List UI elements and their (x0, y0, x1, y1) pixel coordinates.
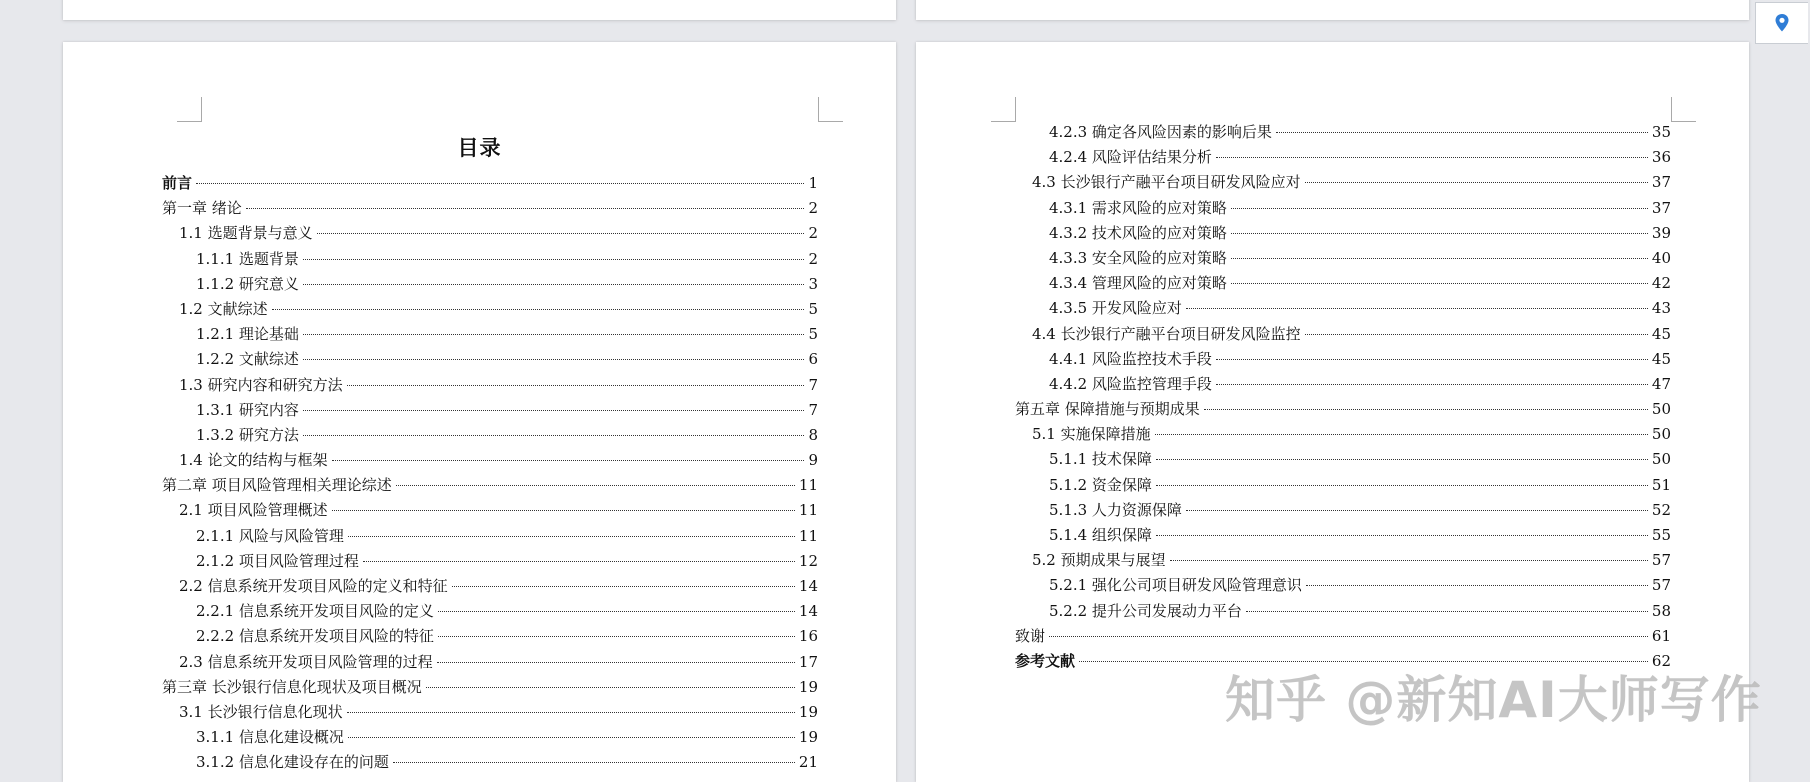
watermark: 知乎 @新知AI大师写作 (1225, 671, 1762, 729)
location-button[interactable] (1755, 2, 1808, 44)
toc-entry[interactable] (162, 575, 818, 600)
toc-entry[interactable] (1015, 222, 1671, 247)
toc-entry[interactable] (162, 525, 818, 550)
toc-entry[interactable] (1015, 121, 1671, 146)
margin-corner-mark (991, 97, 1016, 122)
toc-entry[interactable] (1015, 272, 1671, 297)
toc-entry-page-number: 62 (1651, 651, 1671, 670)
toc-entry-label: 4.3.2 技术风险的应对策略 (1049, 223, 1227, 242)
toc-entry[interactable] (162, 323, 818, 348)
toc-entry[interactable] (1015, 297, 1671, 322)
toc-entry-page-number: 37 (1651, 198, 1671, 217)
toc-leader-dots (1156, 459, 1648, 460)
toc-entry-label: 2.2 信息系统开发项目风险的定义和特征 (179, 577, 448, 595)
toc-entry[interactable] (162, 449, 818, 474)
toc-leader-dots (246, 208, 805, 209)
toc-entry[interactable] (1015, 146, 1671, 171)
toc-entry-label: 5.1.1 技术保障 (1049, 450, 1152, 469)
toc-entry-label: 3.1.1 信息化建设概况 (196, 728, 344, 747)
toc-entry-label: 1.3.2 研究方法 (196, 425, 299, 444)
margin-corner-mark (818, 97, 843, 122)
toc-entry[interactable] (162, 600, 818, 625)
toc-entry-label: 1.2.1 理论基础 (196, 325, 299, 344)
toc-entry-page-number: 11 (798, 526, 818, 545)
toc-entry[interactable] (1015, 197, 1671, 222)
toc-entry-label: 4.4.2 风险监控管理手段 (1049, 374, 1212, 393)
toc-entry-page-number: 7 (808, 400, 818, 419)
toc-entry-label: 致谢 (1015, 626, 1046, 645)
toc-entry[interactable] (162, 676, 818, 701)
toc-leader-dots (1305, 334, 1648, 335)
toc-entry[interactable] (162, 374, 818, 399)
toc-entry[interactable] (162, 625, 818, 650)
toc-entry-label: 5.1 实施保障措施 (1032, 425, 1151, 444)
toc-entry[interactable] (162, 273, 818, 298)
margin-corner-mark (177, 97, 202, 122)
toc-entry-label: 2.2.1 信息系统开发项目风险的定义 (196, 602, 434, 621)
toc-entry[interactable] (162, 248, 818, 273)
toc-entry-label: 第一章 绪论 (162, 199, 242, 218)
toc-entry-page-number: 11 (798, 476, 818, 495)
toc-list-right (1015, 121, 1671, 675)
toc-entry-page-number: 57 (1651, 576, 1671, 595)
toc-leader-dots (347, 712, 795, 713)
toc-entry[interactable] (1015, 600, 1671, 625)
toc-entry[interactable] (162, 651, 818, 676)
toc-entry[interactable] (1015, 448, 1671, 473)
toc-entry[interactable] (162, 701, 818, 726)
toc-entry[interactable] (162, 726, 818, 751)
toc-leader-dots (317, 233, 805, 234)
toc-leader-dots (1049, 636, 1648, 637)
toc-leader-dots (363, 561, 795, 562)
toc-leader-dots (303, 435, 805, 436)
toc-entry-page-number: 45 (1651, 324, 1671, 343)
toc-leader-dots (1156, 535, 1648, 536)
toc-entry-label: 5.1.2 资金保障 (1049, 475, 1152, 494)
toc-leader-dots (1246, 611, 1648, 612)
previous-page-right (916, 0, 1749, 20)
toc-entry-page-number: 40 (1651, 248, 1671, 267)
toc-entry[interactable] (162, 550, 818, 575)
toc-page-left (63, 42, 896, 782)
toc-entry-page-number: 3 (808, 274, 818, 293)
toc-leader-dots (347, 385, 805, 386)
toc-entry-label: 4.2.3 确定各风险因素的影响后果 (1049, 123, 1272, 141)
toc-entry-page-number: 19 (798, 677, 818, 696)
toc-leader-dots (1231, 283, 1648, 284)
toc-entry-page-number: 21 (798, 753, 818, 772)
toc-entry-page-number: 8 (808, 425, 818, 444)
toc-leader-dots (1305, 182, 1648, 183)
toc-entry-label: 5.1.3 人力资源保障 (1049, 500, 1182, 519)
toc-entry-label: 第三章 长沙银行信息化现状及项目概况 (162, 677, 422, 696)
toc-entry-label: 3.1.2 信息化建设存在的问题 (196, 753, 389, 772)
toc-leader-dots (1155, 434, 1648, 435)
toc-leader-dots (272, 309, 805, 310)
toc-list-left (162, 172, 818, 777)
toc-leader-dots (348, 737, 795, 738)
toc-entry-label: 4.4.1 风险监控技术手段 (1049, 349, 1212, 368)
toc-entry[interactable] (1015, 499, 1671, 524)
toc-entry[interactable] (1015, 474, 1671, 499)
toc-leader-dots (303, 359, 805, 360)
toc-leader-dots (1186, 308, 1648, 309)
toc-entry-label: 4.3.3 安全风险的应对策略 (1049, 248, 1227, 267)
toc-entry[interactable] (1015, 348, 1671, 373)
toc-entry-page-number: 14 (798, 577, 818, 595)
toc-entry[interactable] (1015, 625, 1671, 650)
toc-leader-dots (1216, 384, 1648, 385)
toc-entry[interactable] (162, 298, 818, 323)
toc-entry-page-number: 52 (1651, 500, 1671, 519)
toc-leader-dots (438, 636, 795, 637)
toc-leader-dots (1231, 258, 1648, 259)
toc-leader-dots (438, 611, 795, 612)
toc-leader-dots (303, 410, 805, 411)
toc-entry-page-number: 7 (808, 375, 818, 394)
toc-entry-page-number: 6 (808, 350, 818, 369)
toc-entry-page-number: 9 (808, 451, 818, 470)
toc-leader-dots (396, 485, 795, 486)
toc-entry-label: 4.2.4 风险评估结果分析 (1049, 148, 1212, 167)
toc-leader-dots (303, 334, 805, 335)
toc-entry-label: 第二章 项目风险管理相关理论综述 (162, 476, 392, 495)
toc-entry-label: 1.3 研究内容和研究方法 (179, 375, 343, 394)
toc-entry[interactable] (162, 751, 818, 776)
toc-entry-label: 1.1.1 选题背景 (196, 249, 299, 268)
toc-entry[interactable] (1015, 549, 1671, 574)
toc-entry-page-number: 50 (1651, 400, 1671, 419)
toc-entry-label: 参考文献 (1015, 651, 1076, 670)
toc-leader-dots (426, 687, 795, 688)
toc-leader-dots (1306, 585, 1648, 586)
toc-entry-label: 2.1.2 项目风险管理过程 (196, 551, 359, 570)
toc-entry-page-number: 42 (1651, 274, 1671, 293)
toc-entry-label: 1.2 文献综述 (179, 299, 268, 318)
toc-entry[interactable] (162, 424, 818, 449)
toc-entry-label: 1.2.2 文献综述 (196, 350, 299, 369)
toc-entry-label: 4.3.1 需求风险的应对策略 (1049, 198, 1227, 217)
toc-entry-label: 4.4 长沙银行产融平台项目研发风险监控 (1032, 324, 1301, 343)
toc-entry-label: 1.3.1 研究内容 (196, 400, 299, 419)
toc-entry-label: 2.1 项目风险管理概述 (179, 501, 328, 520)
toc-entry-label: 5.1.4 组织保障 (1049, 526, 1152, 544)
toc-entry[interactable] (1015, 247, 1671, 272)
toc-entry[interactable] (162, 474, 818, 499)
toc-leader-dots (1276, 132, 1648, 133)
toc-entry-label: 1.1 选题背景与意义 (179, 224, 313, 243)
toc-entry-page-number: 47 (1651, 374, 1671, 393)
toc-leader-dots (1156, 485, 1648, 486)
toc-entry-label: 2.3 信息系统开发项目风险管理的过程 (179, 652, 433, 671)
toc-entry-page-number: 36 (1651, 148, 1671, 167)
toc-entry-label: 5.2.1 强化公司项目研发风险管理意识 (1049, 576, 1302, 595)
toc-entry-label: 1.4 论文的结构与框架 (179, 451, 328, 470)
toc-entry-page-number: 2 (808, 249, 818, 268)
toc-leader-dots (1231, 208, 1648, 209)
toc-entry-label: 5.2.2 提升公司发展动力平台 (1049, 601, 1242, 620)
margin-corner-mark (1671, 97, 1696, 122)
toc-leader-dots (303, 259, 805, 260)
toc-entry-page-number: 37 (1651, 173, 1671, 192)
toc-entry[interactable] (162, 499, 818, 524)
toc-entry-label: 4.3.5 开发风险应对 (1049, 299, 1182, 318)
toc-leader-dots (1170, 560, 1648, 561)
toc-entry[interactable] (1015, 323, 1671, 348)
toc-entry-page-number: 5 (808, 299, 818, 318)
toc-entry-page-number: 11 (798, 501, 818, 520)
toc-leader-dots (393, 762, 795, 763)
toc-entry-label: 第五章 保障措施与预期成果 (1015, 400, 1200, 419)
toc-leader-dots (1216, 359, 1648, 360)
toc-entry-page-number: 12 (798, 551, 818, 570)
toc-entry-label: 前言 (162, 174, 193, 192)
toc-entry-page-number: 51 (1651, 475, 1671, 494)
toc-leader-dots (452, 586, 795, 587)
toc-entry[interactable] (1015, 574, 1671, 599)
toc-entry[interactable] (1015, 171, 1671, 196)
toc-leader-dots (1204, 409, 1648, 410)
toc-entry-page-number: 39 (1651, 223, 1671, 242)
toc-entry-page-number: 43 (1651, 299, 1671, 318)
toc-entry-label: 4.3 长沙银行产融平台项目研发风险应对 (1032, 173, 1301, 192)
toc-leader-dots (1186, 510, 1648, 511)
toc-entry-label: 2.1.1 风险与风险管理 (196, 526, 344, 545)
toc-entry-page-number: 19 (798, 702, 818, 721)
toc-leader-dots (1216, 157, 1648, 158)
toc-entry-page-number: 19 (798, 728, 818, 747)
toc-leader-dots (1231, 233, 1648, 234)
toc-leader-dots (303, 284, 805, 285)
toc-leader-dots (348, 536, 795, 537)
toc-entry-page-number: 45 (1651, 349, 1671, 368)
toc-entry-label: 3.1 长沙银行信息化现状 (179, 702, 343, 721)
toc-leader-dots (437, 662, 795, 663)
toc-entry-page-number: 50 (1651, 450, 1671, 469)
toc-entry[interactable] (1015, 373, 1671, 398)
toc-leader-dots (196, 183, 804, 184)
toc-entry-page-number: 61 (1651, 626, 1671, 645)
toc-entry-page-number: 5 (808, 325, 818, 344)
toc-entry[interactable] (162, 222, 818, 247)
toc-entry-page-number: 57 (1651, 551, 1671, 570)
location-pin-icon (1774, 13, 1790, 33)
toc-entry-label: 4.3.4 管理风险的应对策略 (1049, 274, 1227, 293)
toc-entry[interactable] (162, 348, 818, 373)
toc-title: 目录 (457, 136, 502, 160)
toc-entry[interactable] (162, 197, 818, 222)
toc-entry-page-number: 14 (798, 602, 818, 621)
toc-entry-page-number: 17 (798, 652, 818, 671)
toc-entry-label: 2.2.2 信息系统开发项目风险的特征 (196, 627, 434, 646)
toc-entry-page-number: 50 (1651, 425, 1671, 444)
toc-entry[interactable] (162, 172, 818, 197)
toc-entry-page-number: 16 (798, 627, 818, 646)
toc-leader-dots (332, 510, 795, 511)
toc-entry[interactable] (1015, 398, 1671, 423)
toc-entry-page-number: 58 (1651, 601, 1671, 620)
toc-entry-label: 5.2 预期成果与展望 (1032, 551, 1166, 570)
toc-entry-page-number: 2 (808, 199, 818, 218)
toc-entry-page-number: 2 (808, 224, 818, 243)
toc-entry-page-number: 55 (1651, 526, 1671, 544)
toc-entry-page-number: 35 (1651, 123, 1671, 141)
toc-entry[interactable] (162, 399, 818, 424)
toc-entry[interactable] (1015, 524, 1671, 549)
toc-entry[interactable] (1015, 423, 1671, 448)
previous-page-left (63, 0, 896, 20)
toc-leader-dots (332, 460, 805, 461)
toc-entry-page-number: 1 (808, 174, 818, 192)
toc-entry-label: 1.1.2 研究意义 (196, 274, 299, 293)
